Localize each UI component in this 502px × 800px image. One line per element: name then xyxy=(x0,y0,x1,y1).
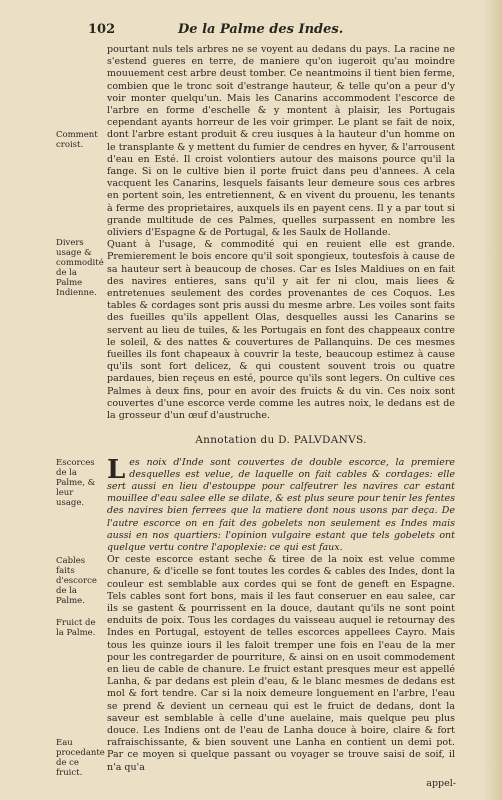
margin-note-fruict: Fruict de la Palme. xyxy=(56,618,96,638)
annotation-italic-text: es noix d'Inde sont couvertes de double escorce, la premiere desquelles est velue, de laquelle on fait cables & cordages: elle sert aussi en lieu d'estouppe pour calfeutrer les navires car estant mouillee d'eau salee elle se dilate, & est plus seure pour tenir les fentes des navires bien ferrees que la matiere dont nous usons par deça. De l'autre escorce on en fait des gobelets non seulement es Indes mais aussi en nos quartiers: l'opinion vulgaire estant que tels gobelets ont quelque vertu contre l'apoplexie: ce qui est faux. xyxy=(107,456,455,553)
body-paragraph-1: pourtant nuls tels arbres ne se voyent au dedans du pays. La racine ne s'estend gueres en terre, de maniere qu'on iugeroit qu'au moindre mouuement cest arbre deust tomber. Ce neantmoins il tient bien ferme, combien que le tronc soit d'estrange hauteur, & telle qu'on a peur d'y voir monter quelqu'un. Mais les Canarins accommodent l'escorce de l'arbre en forme d'eschelle & y montent à plaisir, les Portugais cependant ayants horreur de les voir grimper. Le plant se fait de noix, dont l'arbre estant produit & creu iusques à la hauteur d'un homme on le transplante & y mettent du fumier de cendres en hyver, & l'arrousent d'eau en Esté. Il croist volontiers autour des maisons pource qu'il la fange. Si on le cultive bien il porte fruict dans peu d'annees. A cela vacquent les Canarins, lesquels faisants leur demeure sous ces arbres en portent soin, les entretiennent, & en vivent du prouenu, les tenants à ferme des proprietaires, auxquels ils en payent cens. Il y a par tout si grande multitude de ces Palmes, quelles surpassent en nombre les oliviers d'Espagne & de Portugal, & les Saulx de Hollande. xyxy=(107,44,455,239)
page-header xyxy=(0,22,502,42)
main-text xyxy=(107,44,455,774)
page-edge-shadow xyxy=(482,0,502,800)
margin-note-escorces: Escorces de la Palme, & leur usage. xyxy=(56,458,96,508)
page-number: 102 xyxy=(88,22,116,37)
margin-note-usage: Divers usage & commodité de la Palme Indienne. xyxy=(56,238,104,298)
annotation-italic-paragraph xyxy=(107,454,455,555)
margin-note-comment-croist: Comment croist. xyxy=(56,130,98,150)
body-paragraph-2: Quant à l'usage, & commodité qui en reuient elle est grande. Premierement le bois encore qu'il soit spongieux, toutesfois à cause de sa hauteur sert à beaucoup de choses. Car es Isles Maldiues on en fait des navires entieres, sans qu'il y ait fer ni clou, mais liees & entretenues seulement des cordes provenantes de ces Coquos. Les tables & cordages sont pris aussi du mesme arbre. Les voiles sont faits des fueilles qu'ils appellent Olas, desquelles aussi les Canarins se servent au lieu de tuiles, & les Portugais en font des chappeaux contre le soleil, & des nattes & couvertures de Pallanquins. De ces mesmes fueilles ils font chapeaux à couvrir la teste, beaucoup estimez à cause qu'ils sont fort delicez, & qui coustent souvent trois ou quatre pardaues, bien reçeus en esté, pource qu'ils sont legers. On cultive ces Palmes à deux fins, pour en avoir des fruicts & du vin. Ces noix sont couvertes d'une escorce verde comme les autres noix, le dedans est de la grosseur d'un œuf d'austruche. xyxy=(107,239,455,422)
running-title: De la Palme des Indes. xyxy=(178,22,344,37)
annotation-roman-paragraph: Or ceste escorce estant seche & tiree de la noix est velue comme chanure, & d'icelle se font toutes les cordes & cables des Indes, dont la couleur est semblable aux cordes qui se font de geneft en Espagne. Tels cables sont fort bons, mais il les faut conseruer en eau salee, car ils se gastent & pourrissent en la douce, dautant qu'ils ne sont point enduits de poix. Tous les cordages du vaisseau auquel ie retournay des Indes en Portugal, estoyent de telles escorces appellees Cayro. Mais tous les quinze iours il les faloit tremper une fois en l'eau de la mer pour les contregarder de pourriture, & ainsi on en usoit commodement en lieu de cable de chanure. Le fruict estant presques meur est appellé Lanha, & par dedans est plein d'eau, & le blanc mesmes de dedans est mol & fort tendre. Car si la noix demeure longuement en l'arbre, l'eau se prend & devient un cerneau qui est le fruict de dedans, dont la saveur est semblable à celle d'une auelaine, mais quelque peu plus douce. Les Indiens ont de l'eau de Lanha douce à boire, claire & fort rafraischissante, & bien souvent une Lanha en contient un demi pot. Par ce moyen si quelque passant ou voyager se trouve saisi de soif, il n'a qu'a xyxy=(107,554,455,773)
annotation-title: Annotation du D. PALVDANVS. xyxy=(195,434,367,447)
catchword: appel- xyxy=(426,778,456,789)
drop-cap: L xyxy=(107,454,126,485)
margin-note-eau: Eau procedante de ce fruict. xyxy=(56,738,105,778)
margin-note-cables: Cables faits d'escorce de la Palme. xyxy=(56,556,97,606)
